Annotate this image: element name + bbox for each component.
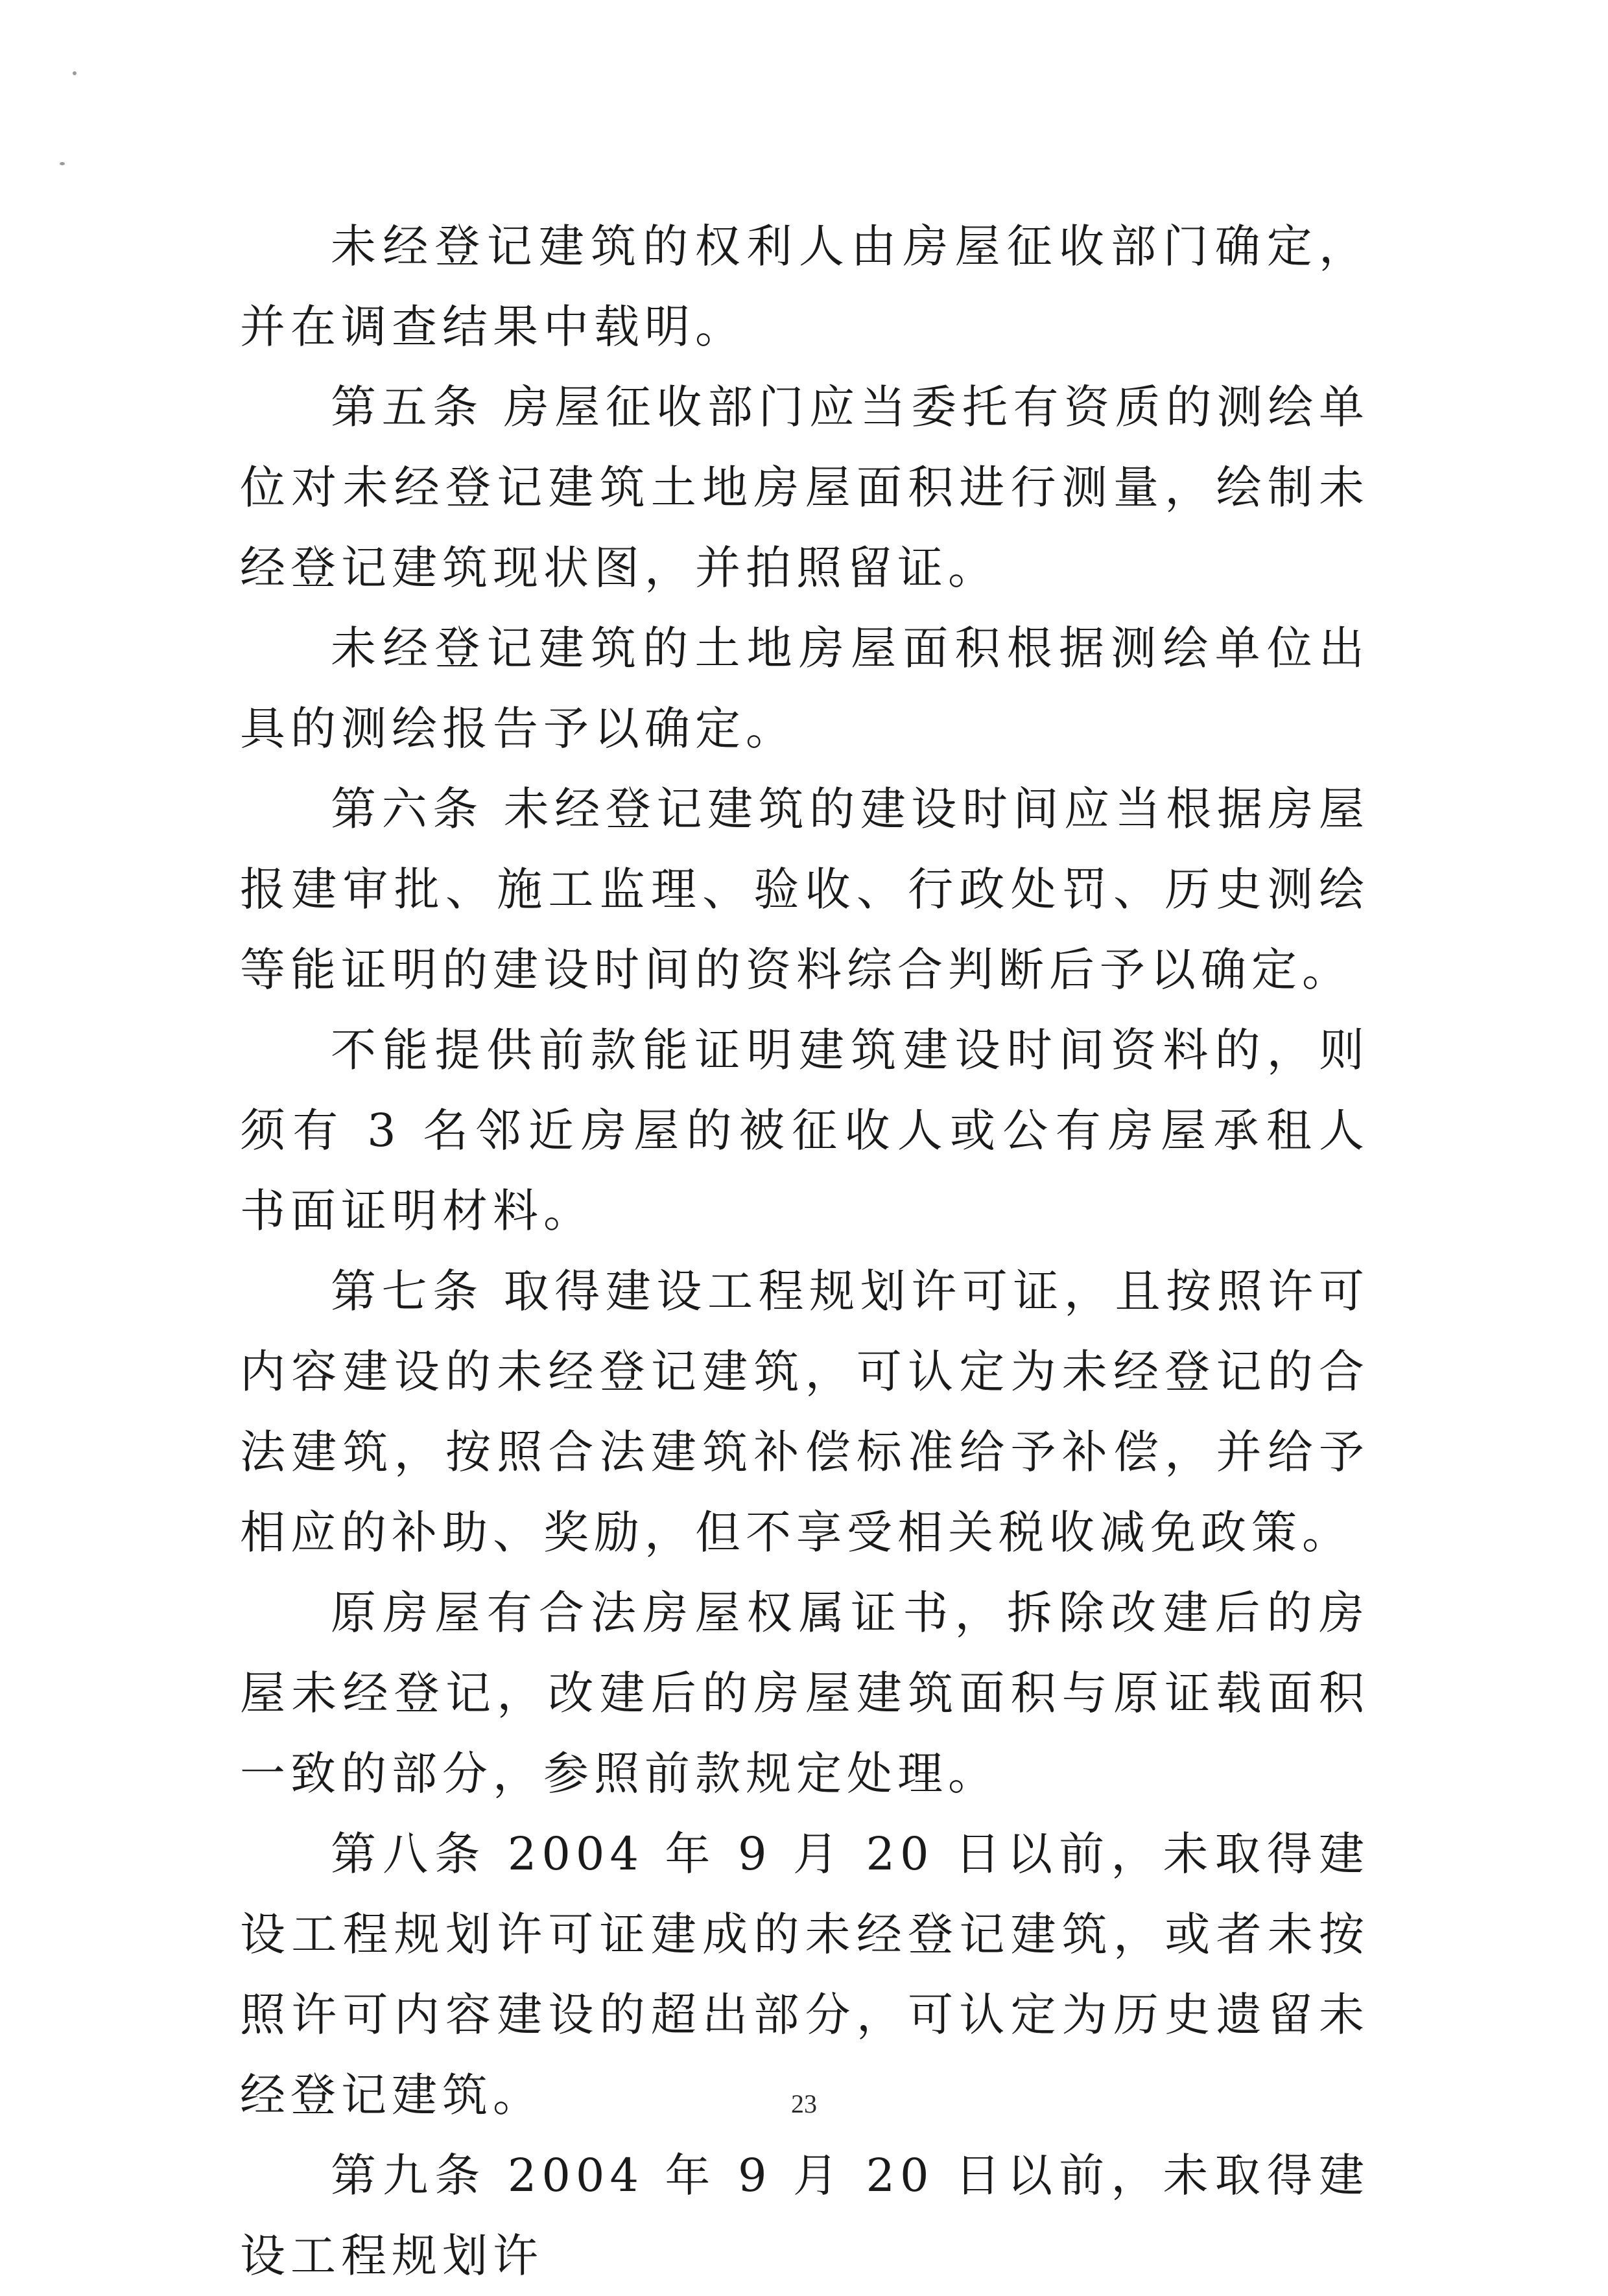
paragraph-article-6: 第六条 未经登记建筑的建设时间应当根据房屋报建审批、施工监理、验收、行政处罚、历史测绘等能证明的建设时间的资料综合判断后予以确定。 [240,782,1369,996]
paragraph-article-7: 第七条 取得建设工程规划许可证，且按照许可内容建设的未经登记建筑，可认定为未经登记的合法建筑，按照合法建筑补偿标准给予补偿，并给予相应的补助、奖励，但不享受相关税收减免政策。 [240,1265,1369,1559]
paragraph-article-5: 第五条 房屋征收部门应当委托有资质的测绘单位对未经登记建筑土地房屋面积进行测量，绘制未经登记建筑现状图，并拍照留证。 [240,381,1369,594]
paragraph-1: 未经登记建筑的权利人由房屋征收部门确定，并在调查结果中载明。 [240,220,1369,353]
scan-speck [73,71,77,75]
paragraph-7: 原房屋有合法房屋权属证书，拆除改建后的房屋未经登记，改建后的房屋建筑面积与原证载面积一致的部分，参照前款规定处理。 [240,1586,1369,1800]
paragraph-article-8: 第八条 2004 年 9 月 20 日以前，未取得建设工程规划许可证建成的未经登记建筑，或者未按照许可内容建设的超出部分，可认定为历史遗留未经登记建筑。 [240,1827,1369,2122]
scan-speck [60,162,65,165]
paragraph-3: 未经登记建筑的土地房屋面积根据测绘单位出具的测绘报告予以确定。 [240,622,1369,755]
page-number: 23 [791,2089,817,2118]
paragraph-5: 不能提供前款能证明建筑建设时间资料的，则须有 3 名邻近房屋的被征收人或公有房屋承租人书面证明材料。 [240,1024,1369,1237]
body-text [240,206,1369,2296]
paragraph-article-9: 第九条 2004 年 9 月 20 日以前，未取得建设工程规划许 [240,2149,1369,2282]
